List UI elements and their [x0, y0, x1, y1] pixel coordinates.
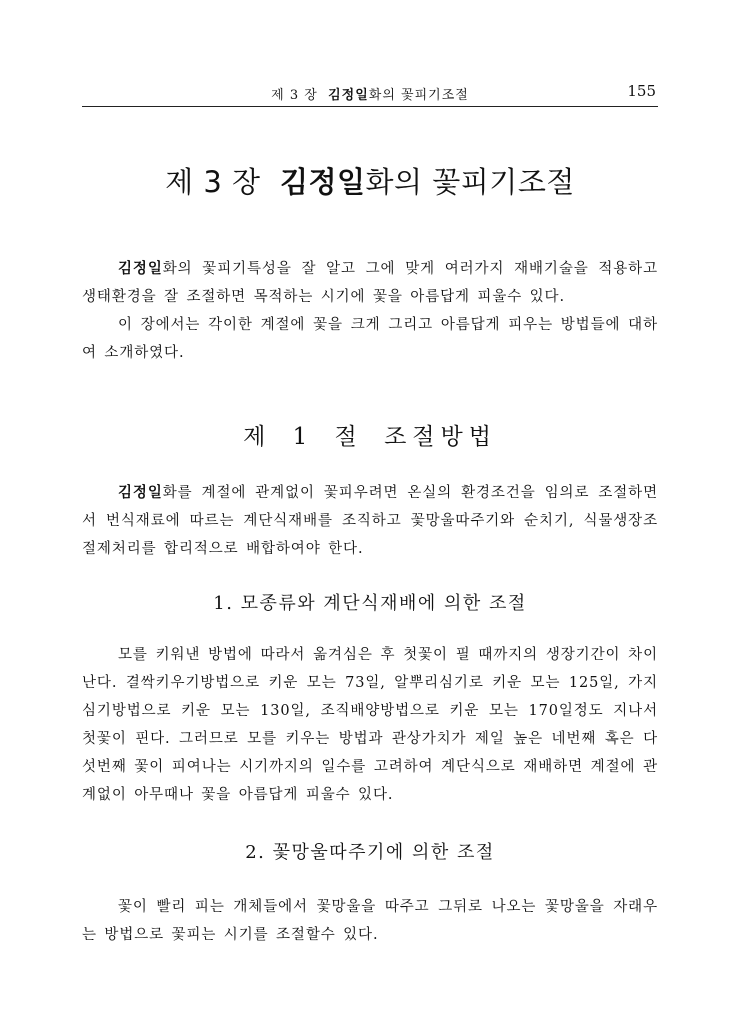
subsection-title-1: 1. 모종류와 계단식재배에 의한 조절 — [213, 593, 527, 614]
subsection-paragraph-1: 모를 키워낸 방법에 따라서 옮겨심은 후 첫꽃이 필 때까지의 생장기간이 차이난다. 결싹키우기방법으로 키운 모는 73일, 알뿌리심기로 키운 모는 125일, 가지심기방법으로 키운 모는 130일, 조직배양방법으로 키운 모는 170일정도 지나서 첫꽃이 핀다. 그러므로 모를 키우는 방법과 관상가치가 제일 높은 네번째 혹은 다섯번째 꽃이 피여나는 시기까지의 일수를 고려하여 계단식으로 재배하면 계절에 관계없이 아무때나 꽃을 아름답게 피울수 있다. — [82, 647, 658, 803]
intro-paragraph-2 — [82, 311, 658, 367]
section-title: 제 1 절 조절방법 — [243, 424, 497, 450]
chapter-name-rest: 화의 꽃피기조절 — [365, 165, 575, 199]
chapter-number: 제 3 장 — [165, 165, 261, 199]
subsection-title-2: 2. 꽃망울따주기에 의한 조절 — [245, 842, 495, 863]
running-header — [82, 80, 658, 107]
subsection-paragraph-2: 꽃이 빨리 피는 개체들에서 꽃망울을 따주고 그뒤로 나오는 꽃망울을 자래우는 방법으로 꽃피는 시기를 조절할수 있다. — [82, 899, 658, 943]
header-chapter-number: 제 3 장 — [271, 88, 318, 103]
chapter-title — [82, 160, 658, 201]
page-number: 155 — [627, 82, 656, 100]
intro-text-1: 화의 꽃피기특성을 잘 알고 그에 맞게 여러가지 재배기술을 적용하고 생태환경을 잘 조절하면 목적하는 시기에 꽃을 아름답게 피울수 있다. — [82, 261, 658, 305]
intro-text-2: 이 장에서는 각이한 계절에 꽃을 크게 그리고 아름답게 피우는 방법들에 대하여 소개하였다. — [82, 317, 658, 361]
intro-paragraph-1 — [82, 255, 658, 311]
chapter-name-bold: 김정일 — [279, 165, 366, 199]
section-paragraph — [82, 479, 658, 563]
intro-bold-name: 김정일 — [118, 261, 163, 277]
running-title — [82, 84, 658, 103]
header-name-rest: 화의 꽃피기조절 — [368, 88, 469, 103]
section-text: 화를 계절에 관계없이 꽃피우려면 온실의 환경조건을 임의로 조절하면서 번식재료에 따르는 계단식재배를 조직하고 꽃망울따주기와 순치기, 식물생장조절제처리를 합리적으로 배합하여야 한다. — [82, 485, 658, 557]
header-name-bold: 김정일 — [328, 88, 369, 103]
section-bold-name: 김정일 — [118, 485, 163, 501]
